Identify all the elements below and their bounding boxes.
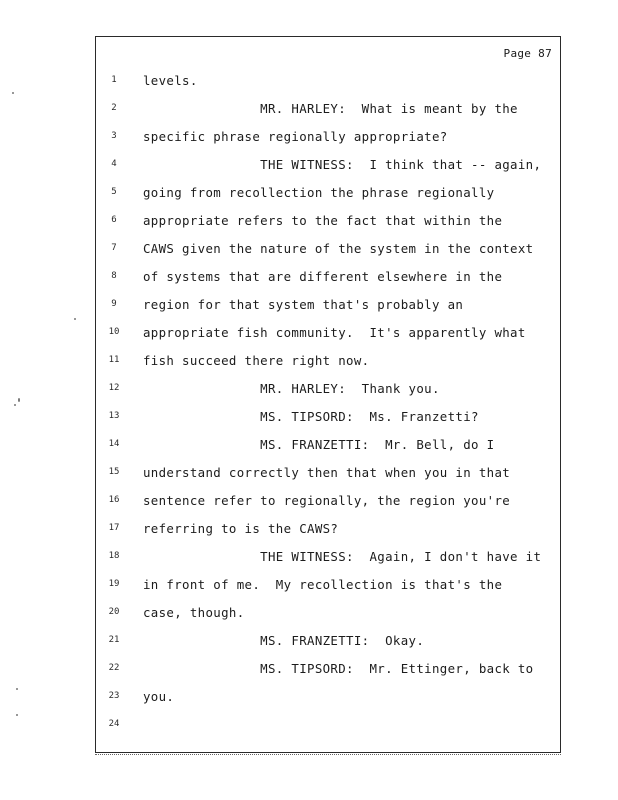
transcript-line: MR. HARLEY: What is meant by the (143, 101, 518, 116)
scan-speckle (16, 688, 18, 690)
line-number: 1 (111, 75, 117, 85)
line-number: 20 (108, 607, 120, 617)
transcript-line: MS. TIPSORD: Ms. Franzetti? (143, 409, 479, 424)
transcript-page (95, 36, 561, 753)
line-number: 22 (108, 663, 120, 673)
transcript-line: CAWS given the nature of the system in the context (143, 241, 534, 256)
line-number: 13 (108, 411, 120, 421)
scan-speckle (16, 714, 18, 716)
line-number: 24 (108, 719, 120, 729)
transcript-line: levels. (143, 73, 198, 88)
transcript-line: THE WITNESS: I think that -- again, (143, 157, 542, 172)
line-number: 12 (108, 383, 120, 393)
line-number: 21 (108, 635, 120, 645)
line-number: 9 (111, 299, 117, 309)
line-number: 17 (108, 523, 120, 533)
scan-speckle (74, 318, 76, 320)
scan-speckle (12, 92, 14, 94)
transcript-line: understand correctly then that when you in that (143, 465, 511, 480)
line-number: 4 (111, 159, 117, 169)
line-number: 8 (111, 271, 117, 281)
transcript-line: MS. FRANZETTI: Mr. Bell, do I (143, 437, 495, 452)
transcript-line: appropriate refers to the fact that within the (143, 213, 503, 228)
transcript-line: specific phrase regionally appropriate? (143, 129, 448, 144)
line-number: 18 (108, 551, 120, 561)
transcript-line: THE WITNESS: Again, I don't have it (143, 549, 542, 564)
line-number: 16 (108, 495, 120, 505)
transcript-line: case, though. (143, 605, 245, 620)
transcript-line: MS. TIPSORD: Mr. Ettinger, back to (143, 661, 534, 676)
line-number: 2 (111, 103, 117, 113)
transcript-line: you. (143, 689, 175, 704)
line-number: 7 (111, 243, 117, 253)
line-number: 10 (108, 327, 120, 337)
scan-speckle (14, 404, 16, 406)
transcript-line: of systems that are different elsewhere in the (143, 269, 503, 284)
transcript-line: MR. HARLEY: Thank you. (143, 381, 440, 396)
line-number: 14 (108, 439, 120, 449)
transcript-line: going from recollection the phrase regionally (143, 185, 495, 200)
transcript-line: appropriate fish community. It's apparently what (143, 325, 526, 340)
line-number: 3 (111, 131, 117, 141)
transcript-line: sentence refer to regionally, the region you're (143, 493, 511, 508)
transcript-line: MS. FRANZETTI: Okay. (143, 633, 425, 648)
scan-speckle (18, 398, 20, 402)
line-number: 19 (108, 579, 120, 589)
line-number: 6 (111, 215, 117, 225)
line-number: 15 (108, 467, 120, 477)
line-number: 5 (111, 187, 117, 197)
page-number: Page 87 (503, 47, 552, 60)
transcript-line: in front of me. My recollection is that's the (143, 577, 503, 592)
line-number: 11 (108, 355, 120, 365)
bottom-rule (95, 754, 561, 757)
line-number: 23 (108, 691, 120, 701)
transcript-line: region for that system that's probably an (143, 297, 464, 312)
transcript-line: referring to is the CAWS? (143, 521, 339, 536)
transcript-line: fish succeed there right now. (143, 353, 370, 368)
